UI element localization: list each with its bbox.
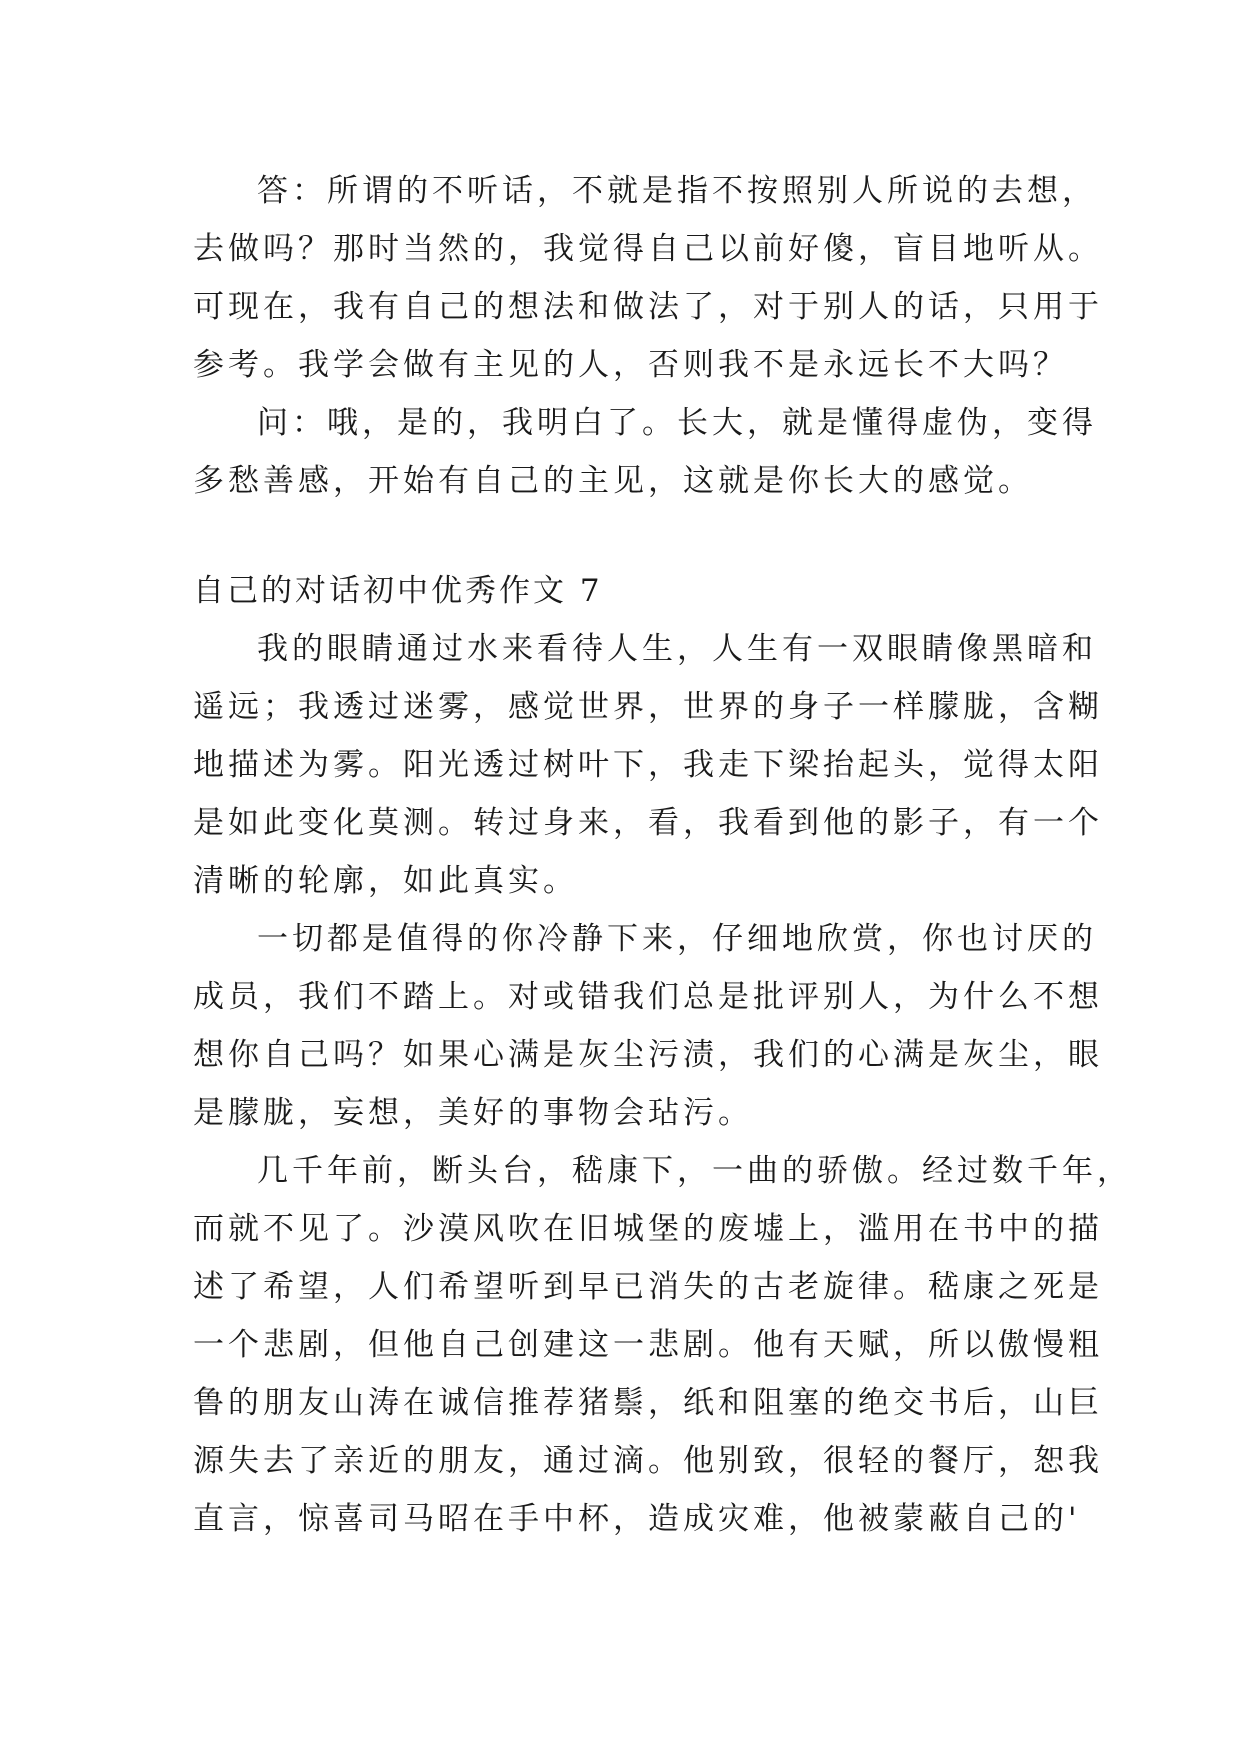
paragraph-1 <box>193 620 1103 910</box>
text-line: 答：所谓的不听话，不就是指不按照别人所说的去想， <box>257 173 1097 209</box>
text-line: 遥远；我透过迷雾，感觉世界，世界的身子一样朦胧，含糊 <box>193 689 1103 725</box>
paragraph-question <box>193 394 1097 510</box>
text-line: 直言，惊喜司马昭在手中杯，造成灾难，他被蒙蔽自己的' <box>193 1501 1081 1537</box>
text-line: 可现在，我有自己的想法和做法了，对于别人的话，只用于 <box>193 289 1103 325</box>
text-line: 几千年前，断头台，嵇康下，一曲的骄傲。经过数千年， <box>257 1153 1132 1189</box>
paragraph-answer <box>193 162 1103 394</box>
text-line: 清晰的轮廓，如此真实。 <box>193 863 578 899</box>
paragraph-2 <box>193 910 1103 1142</box>
text-line: 而就不见了。沙漠风吹在旧城堡的废墟上，滥用在书中的描 <box>193 1211 1103 1247</box>
section-heading: 自己的对话初中优秀作文 7 <box>193 573 603 609</box>
text-line: 我的眼睛通过水来看待人生，人生有一双眼睛像黑暗和 <box>257 631 1097 667</box>
text-line: 多愁善感，开始有自己的主见，这就是你长大的感觉。 <box>193 463 1033 499</box>
text-line: 述了希望，人们希望听到早已消失的古老旋律。嵇康之死是 <box>193 1269 1103 1305</box>
text-line: 源失去了亲近的朋友，通过滴。他别致，很轻的餐厅，恕我 <box>193 1443 1103 1479</box>
text-line: 成员，我们不踏上。对或错我们总是批评别人，为什么不想 <box>193 979 1103 1015</box>
paragraph-3 <box>193 1142 1132 1548</box>
text-line: 是朦胧，妄想，美好的事物会玷污。 <box>193 1095 753 1131</box>
text-line: 地描述为雾。阳光透过树叶下，我走下梁抬起头，觉得太阳 <box>193 747 1103 783</box>
document-body <box>193 162 1132 1548</box>
text-line: 问：哦，是的，我明白了。长大，就是懂得虚伪，变得 <box>257 405 1097 441</box>
text-line: 是如此变化莫测。转过身来，看，我看到他的影子，有一个 <box>193 805 1103 841</box>
section-spacer <box>193 510 1073 562</box>
text-line: 一个悲剧，但他自己创建这一悲剧。他有天赋，所以傲慢粗 <box>193 1327 1103 1363</box>
text-line: 一切都是值得的你冷静下来，仔细地欣赏，你也讨厌的 <box>257 921 1097 957</box>
text-line: 去做吗？那时当然的，我觉得自己以前好傻，盲目地听从。 <box>193 231 1103 267</box>
text-line: 参考。我学会做有主见的人，否则我不是永远长不大吗？ <box>193 347 1068 383</box>
text-line: 鲁的朋友山涛在诚信推荐猪鬃，纸和阻塞的绝交书后，山巨 <box>193 1385 1103 1421</box>
text-line: 想你自己吗？如果心满是灰尘污渍，我们的心满是灰尘，眼 <box>193 1037 1103 1073</box>
